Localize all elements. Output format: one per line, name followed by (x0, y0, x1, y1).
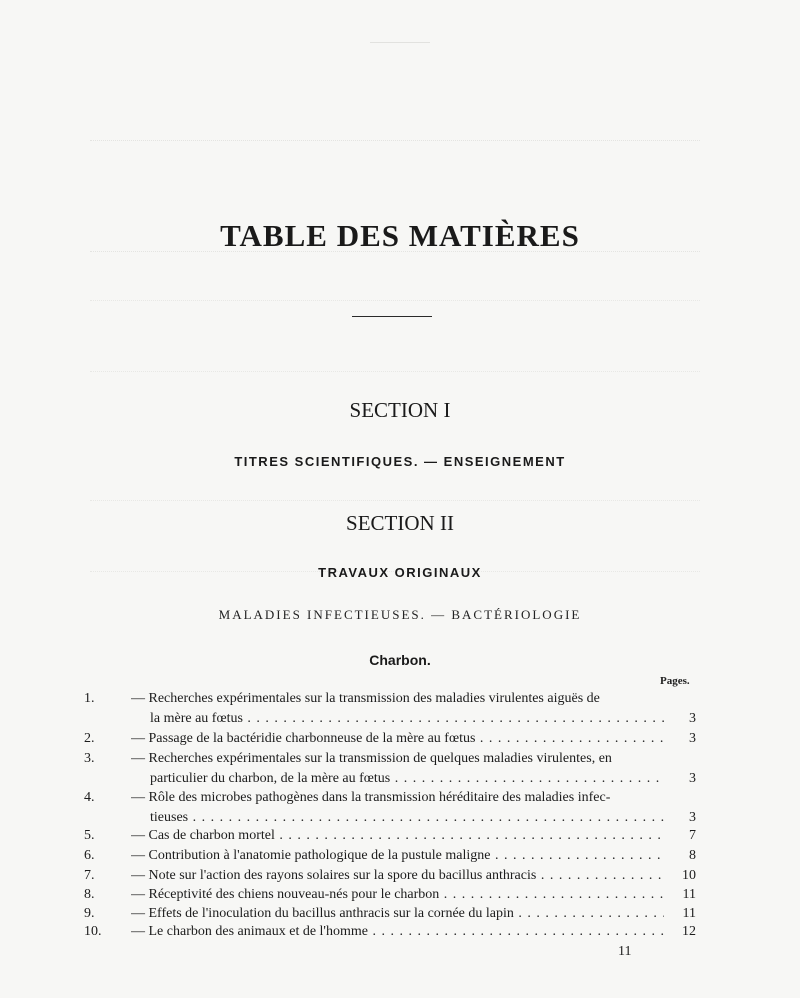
entry-title-line: tieuses . . . (150, 808, 664, 828)
entry-title-line: — Réceptivité des chiens nouveau-nés pour le charbon . . . (131, 885, 664, 905)
subject-heading: MALADIES INFECTIEUSES. — BACTÉRIOLOGIE (218, 607, 582, 622)
entry-number: 9. (84, 906, 95, 921)
section-1-heading: SECTION I (349, 398, 451, 422)
entry-number: 8. (84, 887, 95, 902)
entry-number: 6. (84, 848, 95, 863)
entry-title-line: — Le charbon des animaux et de l'homme . . . (131, 922, 664, 942)
title-divider (352, 316, 432, 317)
entry-number: 2. (84, 731, 95, 746)
entry-page: 3 (689, 731, 696, 746)
section-2-heading: SECTION II (346, 511, 454, 535)
bleed-through-mark (370, 42, 430, 49)
entry-title-line: — Rôle des microbes pathogènes dans la transmission héréditaire des maladies infec- (131, 790, 611, 805)
entry-title-line: — Note sur l'action des rayons solaires sur la spore du bacillus anthracis . . . (131, 866, 664, 886)
page-number: 11 (618, 944, 632, 959)
bleed-through-mark (90, 300, 700, 372)
page-title: TABLE DES MATIÈRES (220, 218, 580, 253)
entry-title-line: particulier du charbon, de la mère au fœtus . . . (150, 769, 664, 789)
entry-number: 4. (84, 790, 95, 805)
entry-number: 7. (84, 868, 95, 883)
entry-page: 11 (682, 906, 696, 921)
entry-title-line: la mère au fœtus . . . (150, 709, 664, 729)
entry-page: 3 (689, 711, 696, 726)
entry-page: 12 (682, 924, 696, 939)
entry-page: 10 (682, 868, 696, 883)
section-1-subtitle: TITRES SCIENTIFIQUES. — ENSEIGNEMENT (234, 454, 566, 469)
entry-page: 3 (689, 771, 696, 786)
entry-page: 11 (682, 887, 696, 902)
topic-heading: Charbon. (369, 652, 431, 668)
entry-title-line: — Contribution à l'anatomie pathologique de la pustule maligne . . . (131, 846, 664, 866)
entry-title-line: — Recherches expérimentales sur la transmission de quelques maladies virulentes, en (131, 751, 612, 766)
entry-title-line: — Cas de charbon mortel . . . (131, 826, 664, 846)
entry-page: 8 (689, 848, 696, 863)
entry-number: 10. (84, 924, 102, 939)
entry-number: 5. (84, 828, 95, 843)
pages-column-header: Pages. (660, 675, 690, 687)
entry-title-line: — Recherches expérimentales sur la transmission des maladies virulentes aiguës de (131, 691, 600, 706)
entry-title-line: — Passage de la bactéridie charbonneuse de la mère au fœtus . . . (131, 729, 664, 749)
section-2-subtitle: TRAVAUX ORIGINAUX (318, 565, 482, 580)
entry-number: 1. (84, 691, 95, 706)
entry-page: 3 (689, 810, 696, 825)
entry-page: 7 (689, 828, 696, 843)
entry-number: 3. (84, 751, 95, 766)
entry-title-line: — Effets de l'inoculation du bacillus anthracis sur la cornée du lapin . . . (131, 904, 664, 924)
